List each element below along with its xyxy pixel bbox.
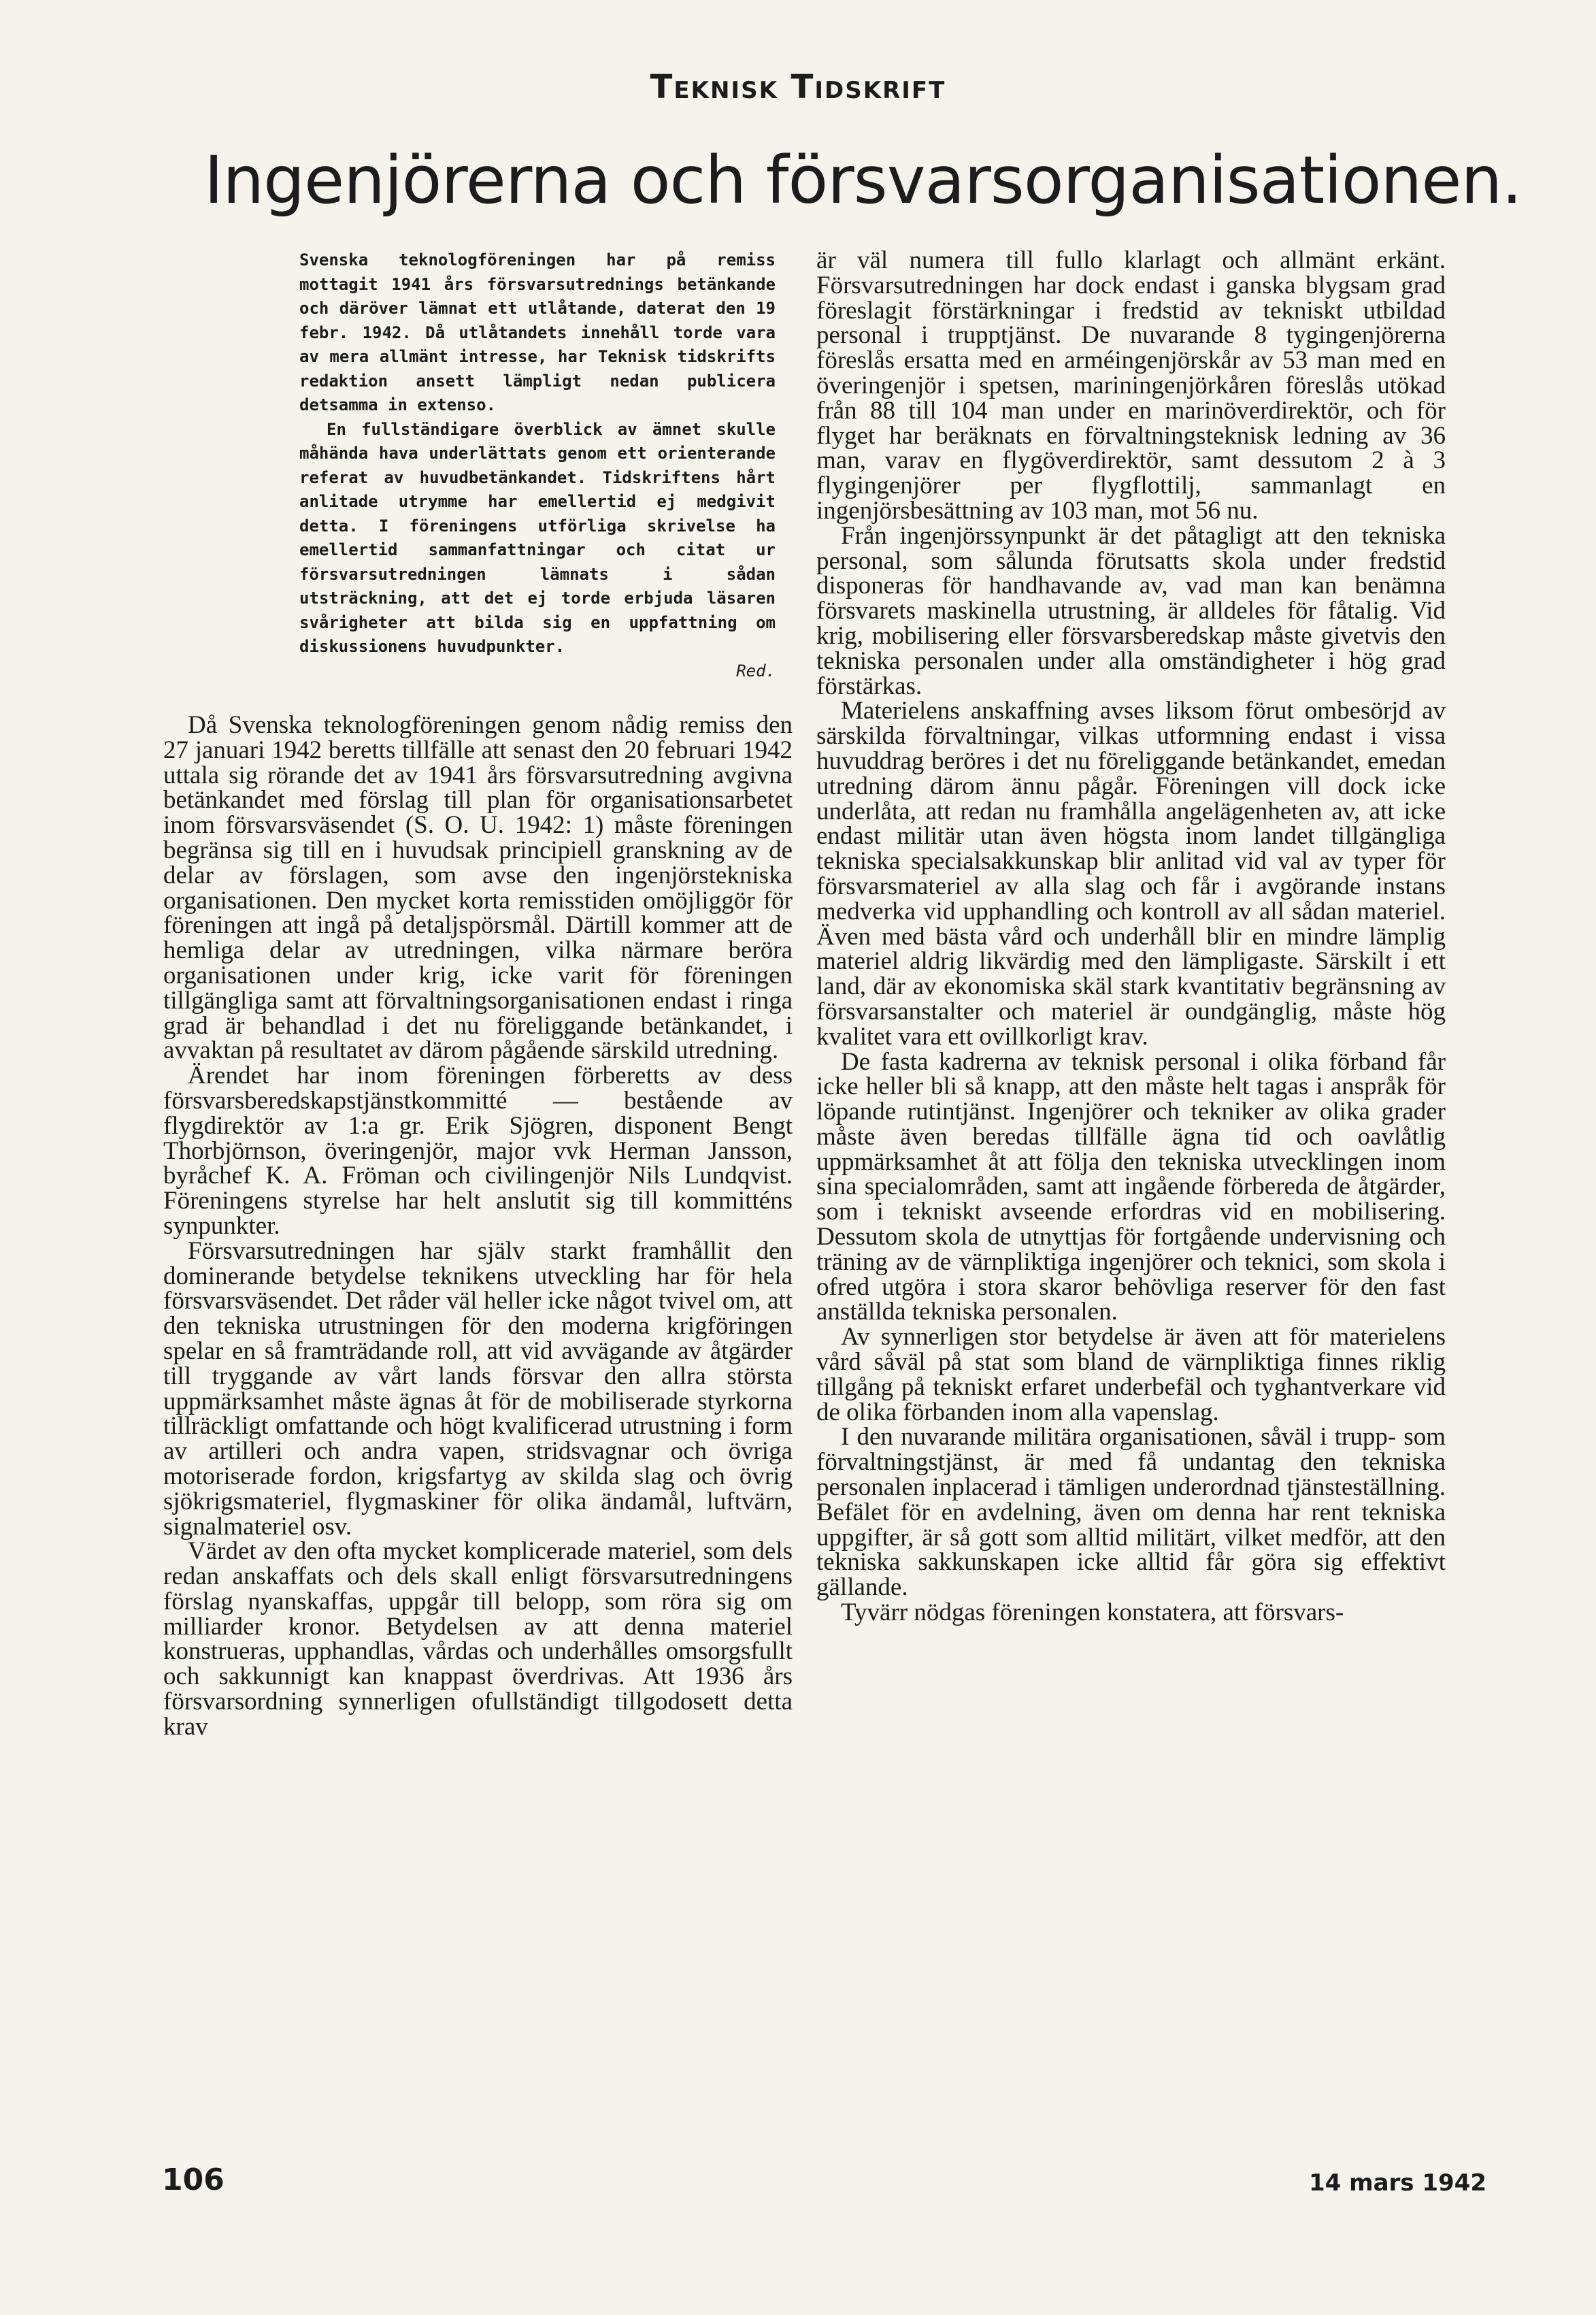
issue-date: 14 mars 1942 [1309, 2169, 1486, 2197]
page-number: 106 [162, 2163, 225, 2197]
editor-signature: Red. [736, 661, 776, 680]
body-paragraph: I den nuvarande militära organisationen, såväl i trupp- som förvaltningstjänst, är med få undantag den tekniska personalen inplacerad i tämligen underordnad tjänsteställning. Befälet för en avdelning, även om denna har rent tekniska uppgifter, är så gott som alltid militärt, vilket medför, att den tekniska sakkunskapen icke alltid får göra sig effektivt gällande. [816, 1423, 1446, 1602]
left-column [163, 248, 793, 1740]
body-paragraph: Försvarsutredningen har själv starkt framhållit den dominerande betydelse teknikens utveckling har för hela försvarsväsendet. Det råder väl heller icke något tvivel om, att den tekniska utrustningen för den moderna krigföringen spelar en så framträdande roll, att vid avvägande av åtgärder till tryggande av vårt lands försvar den allra största uppmärksamhet måste ägnas åt för de mobiliserade styrkorna tillräckligt omfattande och högt kvalificerad utrustning i form av artilleri och andra vapen, stridsvagnar och övriga motoriserade fordon, krigsfartyg av skilda slag och övrig sjökrigsmateriel, flygmaskiner för olika ändamål, luftvärn, signalmateriel osv. [163, 1236, 793, 1541]
body-paragraph: Ärendet har inom föreningen förberetts av dess försvarsberedskapstjänstkommitté — bestående av flygdirektör av 1:a gr. Erik Sjögren, disponent Bengt Thorbjörnson, överingenjör, major vvk Herman Jansson, byråchef K. A. Fröman och civilingenjör Nils Lundqvist. Föreningens styrelse har helt anslutit sig till kommitténs synpunkter. [163, 1062, 793, 1240]
intro-paragraph: En fullständigare överblick av ämnet skulle måhända hava underlättats genom ett orienterande referat av huvudbetänkandet. Tidskriftens hårt anlitade utrymme har emellertid ej medgivit detta. I föreningens utförliga skrivelse ha emellertid sammanfattningar och citat ur försvarsutredningen lämnats i sådan utsträckning, att det ej torde erbjuda läsaren svårigheter att bilda sig en uppfattning om diskussionens huvudpunkter. [299, 419, 776, 656]
left-body [163, 713, 793, 1740]
body-paragraph: är väl numera till fullo klarlagt och allmänt erkänt. Försvarsutredningen har dock endast i ganska blygsam grad föreslagit förstärkningar i fredstid av tekniskt utbildad personal i trupptjänst. De nuvarande 8 tygingenjörerna föreslås ersatta med en arméingenjörskår av 53 man med en överingenjör i spetsen, mariningenjörkåren föreslås utökad från 88 till 104 man under en marinöverdirektör, och för flyget har beräknats en förvaltningsteknisk ledning av 36 man, varav en flygöverdirektör, samt dessutom 2 à 3 flygingenjörer per flygflottilj, sammanlagt en ingenjörsbesättning av 103 man, mot 56 nu. [816, 246, 1446, 525]
body-paragraph: Av synnerligen stor betydelse är även att för materielens vård såväl på stat som bland de värnpliktiga finnes riklig tillgång på tekniskt erfaret underbefäl och tyghantverkare vid de olika förbanden inom alla vapenslag. [816, 1323, 1446, 1426]
body-paragraph: Då Svenska teknologföreningen genom nådig remiss den 27 januari 1942 beretts tillfälle att senast den 20 februari 1942 uttala sig rörande det av 1941 års försvarsutredning avgivna betänkandet med förslag till plan för organisationsarbetet inom försvarsväsendet (S. O. U. 1942: 1) måste föreningen begränsa sig till en i huvudsak principiell granskning av de delar av förslagen, som avse den ingenjörstekniska organisationen. Den mycket korta remisstiden omöjliggör för föreningen att ingå på detaljspörsmål. Därtill kommer att de hemliga delar av utredningen, vilka närmare beröra organisationen under krig, icke varit för föreningen tillgängliga samt att förvaltningsorganisationen endast i ringa grad är behandlad i det nu föreliggande betänkandet, i avvaktan på resultatet av därom pågående särskild utredning. [163, 711, 793, 1065]
right-body [816, 248, 1446, 1626]
body-paragraph: De fasta kadrerna av teknisk personal i olika förband får icke heller bli så knapp, att den måste helt tagas i anspråk för löpande rutintjänst. Ingenjörer och tekniker av olika grader måste även beredas tillfälle ägna tid och oavlåtlig uppmärksamhet åt att följa den tekniska utvecklingen inom sina specialområden, samt att ingående förbereda de åtgärder, som i tekniskt avseende erfordras vid en mobilisering. Dessutom skola de utnyttjas för fortgående undervisning och träning av de värnpliktiga ingenjörer och teknici, som skola i ofred utgöra i stora skaror behövliga reserver för den fast anställda tekniska personalen. [816, 1047, 1446, 1326]
body-paragraph: Tyvärr nödgas föreningen konstatera, att försvars- [841, 1598, 1344, 1627]
body-paragraph: Materielens anskaffning avses liksom förut ombesörjd av särskilda förvaltningar, vilkas utformning endast i vissa huvuddrag beröres i det nu föreliggande betänkandet, emedan utredning därom ännu pågår. Föreningen vill dock icke underlåta, att redan nu framhålla angelägenheten av, att icke endast militär utan även högsta inom landet tillgängliga tekniska specialsakkunskap blir anlitad vid val av typer för försvarsmateriel av alla slag och får i avgörande instans medverka vid upphandling och kontroll av all sådan materiel. Även med bästa vård och underhåll blir en mindre lämplig materiel aldrig likvärdig med den lämpligaste. Särskilt i ett land, där av ekonomiska skäl stark kvantitativ begränsning av försvarsanstalter och materiel är oundgänglig, måste hög kvalitet vara ett ovillkorligt krav. [816, 697, 1446, 1051]
body-paragraph: Från ingenjörssynpunkt är det påtagligt att den tekniska personal, som sålunda förutsatts skola under fredstid disponeras för handhavande av, vad man kan benämna försvarets maskinella utrustning, är alldeles för fåtalig. Vid krig, mobilisering eller försvarsberedskap måste givetvis den tekniska personalen under alla omständigheter i hög grad förstärkas. [816, 521, 1446, 700]
right-column [816, 248, 1446, 1626]
intro-paragraph: Svenska teknologföreningen har på remiss mottagit 1941 års försvarsutrednings betänkande och däröver lämnat ett utlåtande, daterat den 19 febr. 1942. Då utlåtandets innehåll torde vara av mera allmänt intresse, har Teknisk tidskrifts redaktion ansett lämpligt nedan publicera detsamma in extenso. [299, 250, 776, 414]
article-title: Ingenjörerna och försvarsorganisationen. [204, 142, 1522, 218]
journal-masthead: Teknisk Tidskrift [650, 68, 946, 106]
editorial-intro [299, 248, 776, 683]
body-paragraph: Värdet av den ofta mycket komplicerade materiel, som dels redan anskaffats och dels skall enligt försvarsutredningens förslag nyanskaffas, uppgår till belopp, som röra sig om milliarder kronor. Betydelsen av att denna materiel konstrueras, upphandlas, vårdas och underhålles omsorgsfullt och sakkunnigt kan knappast överdrivas. Att 1936 års försvarsordning synnerligen ofullständigt tillgodosett detta krav [163, 1537, 793, 1741]
